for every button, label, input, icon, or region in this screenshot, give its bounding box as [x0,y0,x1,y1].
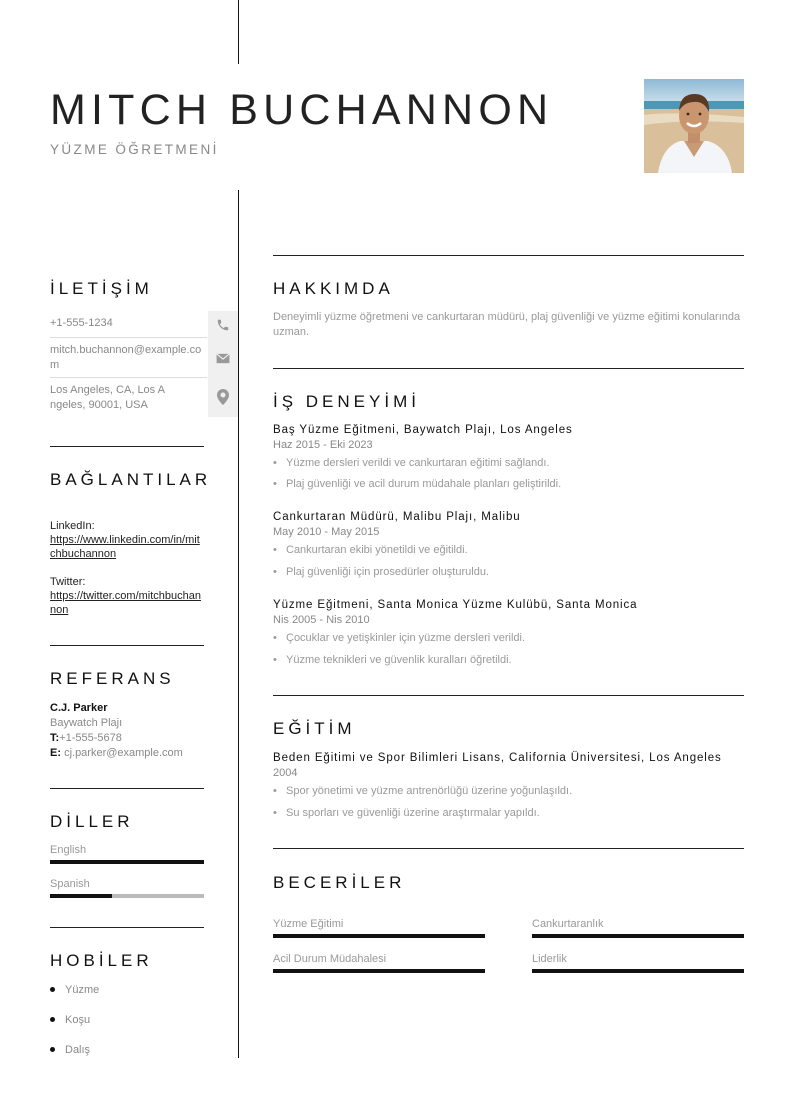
about-section-title: HAKKIMDA [273,279,394,298]
candidate-title: YÜZME ÖĞRETMENİ [50,142,219,157]
education-bullet: • Spor yönetimi ve yüzme antrenörlüğü üzerine yoğunlaşıldı. [273,785,573,797]
skill-item [532,918,744,938]
contact-section-title: İLETİŞİM [50,279,153,298]
education-section-title: EĞİTİM [273,719,356,738]
contact-address-text: Los Angeles, CA, Los Angeles, 90001, USA [50,384,165,411]
job-title: Cankurtaran Müdürü, Malibu Plajı, Malibu [273,511,521,523]
skill-level-bar [273,934,485,938]
job-title: Yüzme Eğitmeni, Santa Monica Yüzme Kulübü, Santa Monica [273,599,638,611]
reference-email: E: cj.parker@example.com [50,746,183,759]
skill-name: Acil Durum Müdahalesi [273,953,387,965]
skill-level-bar [532,934,744,938]
skill-name: Yüzme Eğitimi [273,918,344,930]
divider-vertical-top [238,0,239,64]
skill-item [273,918,485,938]
job-date: May 2010 - May 2015 [273,526,380,538]
skill-item [532,953,744,973]
language-item [50,844,204,864]
reference-name: C.J. Parker [50,702,108,714]
language-name: Spanish [50,878,90,890]
job-bullet: • Çocuklar ve yetişkinler için yüzme dersleri verildi. [273,632,526,644]
section-divider [273,368,744,369]
skill-name: Cankurtaranlık [532,918,604,930]
hobbies-section-title: HOBİLER [50,951,153,970]
contact-separator [50,337,207,338]
reference-block [50,701,204,760]
location-pin-icon [208,377,238,417]
hobby-item: Koşu [50,1013,90,1027]
phone-icon [208,311,238,339]
skill-item [273,953,485,973]
contact-phone-text: +1-555-1234 [50,317,113,329]
language-item [50,878,204,898]
divider-vertical-main [238,190,239,1058]
skill-level-bar [532,969,744,973]
linkedin-link[interactable]: https://www.linkedin.com/in/mitchbuchannon [50,534,200,560]
section-divider [50,645,204,646]
contact-separator [50,377,207,378]
languages-section-title: DİLLER [50,812,134,831]
section-divider [50,927,204,928]
education-bullet: • Su sporları ve güvenliği üzerine araştırmalar yapıldı. [273,807,540,819]
reference-company: Baywatch Plajı [50,717,123,729]
language-level-fill [50,860,204,864]
section-divider [273,255,744,256]
language-name: English [50,844,87,856]
reference-section-title: REFERANS [50,669,175,688]
hobby-item: Yüzme [50,983,99,997]
job-bullet: • Yüzme dersleri verildi ve cankurtaran eğitimi sağlandı. [273,457,550,469]
job-bullet: • Plaj güvenliği için prosedürler oluşturuldu. [273,566,490,578]
hobby-item: Dalış [50,1043,90,1057]
mail-icon [208,339,238,377]
job-date: Haz 2015 - Eki 2023 [273,439,373,451]
link-item-twitter [50,575,204,617]
language-level-fill [50,894,112,898]
link-label: Twitter: [50,576,86,588]
language-level-bar [50,860,204,864]
section-divider [273,848,744,849]
twitter-link[interactable]: https://twitter.com/mitchbuchannon [50,590,202,616]
candidate-name: MITCH BUCHANNON [50,86,554,134]
about-text: Deneyimli yüzme öğretmeni ve cankurtaran müdürü, plaj güvenliği ve yüzme eğitimi konularında uzman. [273,311,741,338]
reference-phone: T:+1-555-5678 [50,732,122,744]
education-degree: Beden Eğitimi ve Spor Bilimleri Lisans, California Üniversitesi, Los Angeles [273,752,722,764]
experience-section-title: İŞ DENEYİMİ [273,392,420,411]
job-date: Nis 2005 - Nis 2010 [273,614,370,626]
contact-email-text: mitch.buchannon@example.com [50,344,202,371]
job-bullet: • Plaj güvenliği ve acil durum müdahale planları geliştirildi. [273,478,562,490]
links-section-title: BAĞLANTILAR [50,470,212,489]
link-label: LinkedIn: [50,520,95,532]
section-divider [50,788,204,789]
job-bullet: • Yüzme teknikleri ve güvenlik kuralları öğretildi. [273,654,512,666]
job-title: Baş Yüzme Eğitmeni, Baywatch Plajı, Los Angeles [273,424,573,436]
skills-section-title: BECERİLER [273,873,406,892]
profile-photo [644,79,744,173]
skill-level-bar [273,969,485,973]
section-divider [273,695,744,696]
job-bullet: • Cankurtaran ekibi yönetildi ve eğitildi. [273,544,468,556]
link-item-linkedin [50,519,204,561]
section-divider [50,446,204,447]
skill-name: Liderlik [532,953,567,965]
education-year: 2004 [273,767,298,779]
language-level-bar [50,894,204,898]
